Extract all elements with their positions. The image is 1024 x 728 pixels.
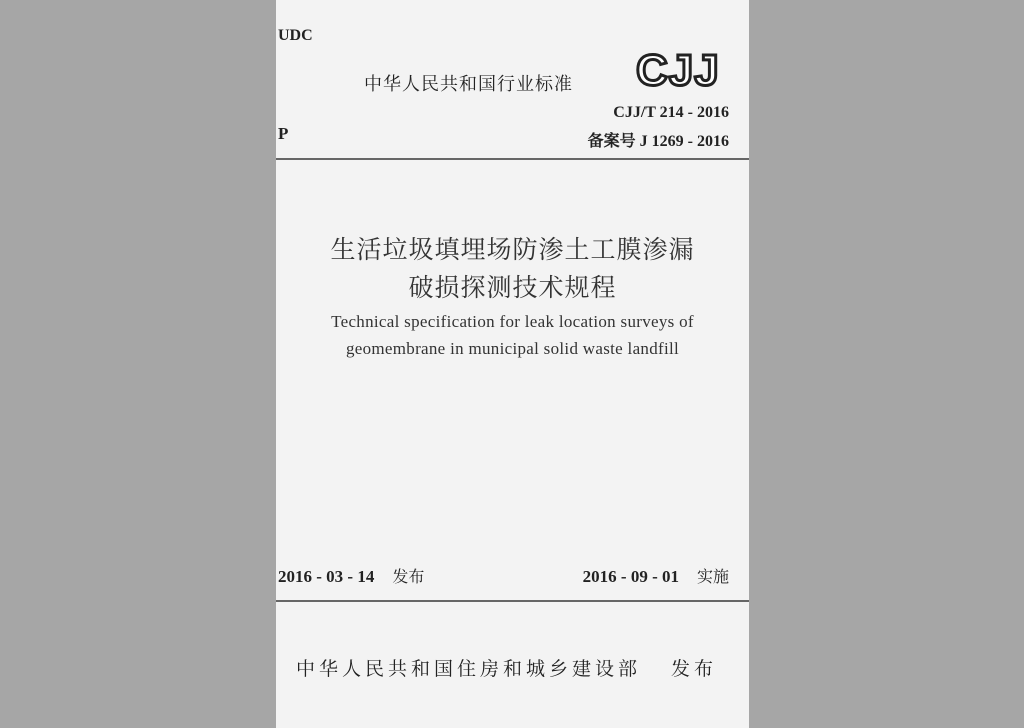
bottom-divider: [276, 600, 749, 602]
implementation-date-row: [583, 564, 729, 587]
title-cn-line2: 破损探测技术规程: [408, 273, 617, 302]
cjj-logo-graphic: [634, 43, 730, 93]
publisher-row: [296, 654, 717, 681]
left-margin: [0, 0, 276, 728]
issue-date: 2016 - 03 - 14: [278, 567, 375, 586]
implementation-date: 2016 - 09 - 01: [582, 567, 679, 586]
cjj-logo: [634, 43, 730, 93]
title-cn-line1: 生活垃圾填埋场防渗土工膜渗漏: [330, 235, 695, 264]
category-label: P: [278, 124, 289, 143]
right-margin: [749, 0, 1024, 728]
issue-label: 发布: [392, 567, 425, 586]
publisher-action: 发布: [671, 658, 718, 680]
record-number: 备案号 J 1269 - 2016: [587, 133, 729, 150]
title-en-line1: Technical specification for leak location surveys of: [331, 312, 694, 331]
standard-code: CJJ/T 214 - 2016: [613, 104, 729, 121]
title-en-line2: geomembrane in municipal solid waste landfill: [345, 339, 680, 358]
cjj-logo-text: CJJ: [636, 46, 720, 93]
implementation-label: 实施: [696, 567, 729, 586]
standard-type: 中华人民共和国行业标准: [364, 74, 573, 95]
document-cover-page: [276, 0, 749, 728]
issue-date-row: [278, 564, 424, 587]
udc-label: UDC: [278, 27, 313, 44]
publisher-name: 中华人民共和国住房和城乡建设部: [296, 658, 642, 680]
top-divider: [276, 158, 749, 160]
